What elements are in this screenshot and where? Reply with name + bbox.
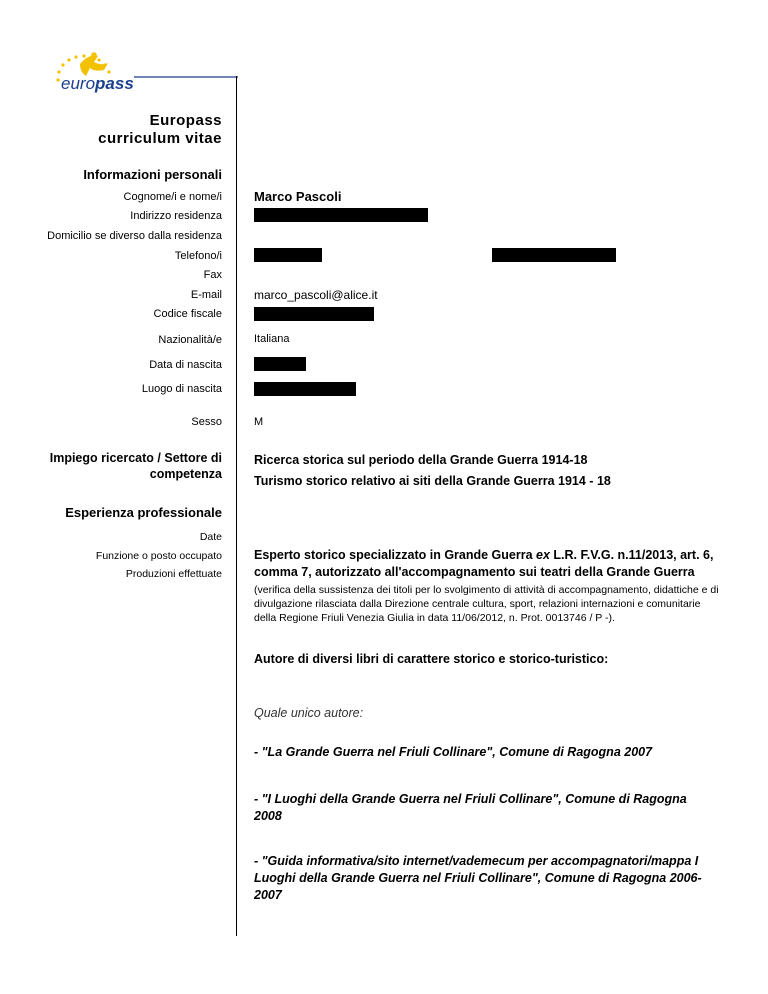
personal-info-heading: Informazioni personali xyxy=(83,167,222,182)
role-note-line3: della Regione Friuli Venezia Giulia in data 11/06/2012, n. Prot. 0013746 / P -). xyxy=(254,612,615,624)
books-title: Autore di diversi libri di carattere storico e storico-turistico: xyxy=(254,652,609,666)
cv-title-line1: Europass xyxy=(149,112,222,129)
role-line1-c: L.R. F.V.G. n.11/2013, art. 6, xyxy=(549,548,714,562)
role-note-line1: (verifica della sussistenza dei titoli per lo svolgimento di attività di accompagnamento, didattiche e di xyxy=(254,584,719,596)
domicile-label: Domicilio se diverso dalla residenza xyxy=(47,230,222,242)
role-value xyxy=(254,547,713,581)
employment-value-line2: Turismo storico relativo ai siti della Grande Guerra 1914 - 18 xyxy=(254,474,611,488)
tax-code-redacted xyxy=(254,307,374,321)
logo-pass-text: pass xyxy=(95,74,134,93)
productions-label: Produzioni effettuate xyxy=(125,568,222,580)
role-line1-a: Esperto storico specializzato in Grande Guerra xyxy=(254,548,537,562)
book-item-2 xyxy=(254,791,687,825)
book-item-2-line1: - "I Luoghi della Grande Guerra nel Friuli Collinare", Comune di Ragogna xyxy=(254,792,687,806)
role-value-line1 xyxy=(254,547,713,564)
email-label: E-mail xyxy=(190,289,222,301)
sole-author-heading: Quale unico autore: xyxy=(254,706,364,720)
fax-label: Fax xyxy=(203,269,222,281)
phone1-redacted xyxy=(254,248,322,262)
name-label: Cognome/i e nome/i xyxy=(123,191,222,203)
book-item-2-line2: 2008 xyxy=(254,809,282,823)
book-item-3-line1: - "Guida informativa/sito internet/vademecum per accompagnatori/mappa I xyxy=(254,854,699,868)
birthdate-redacted xyxy=(254,357,306,371)
cv-title-line2: curriculum vitae xyxy=(98,130,222,147)
address-redacted xyxy=(254,208,428,222)
birthplace-label: Luogo di nascita xyxy=(141,383,222,395)
cv-title xyxy=(98,112,222,148)
birthplace-redacted xyxy=(254,382,356,396)
nationality-label: Nazionalità/e xyxy=(158,334,222,346)
book-item-3-line3: 2007 xyxy=(254,888,282,902)
role-value-line2: comma 7, autorizzato all'accompagnamento sui teatri della Grande Guerra xyxy=(254,565,695,579)
phone2-redacted xyxy=(492,248,616,262)
employment-label xyxy=(50,450,222,482)
tax-code-label: Codice fiscale xyxy=(153,308,222,320)
employment-value-line1: Ricerca storica sul periodo della Grande Guerra 1914-18 xyxy=(254,453,588,467)
nationality-value: Italiana xyxy=(254,333,290,345)
employment-label-line1: Impiego ricercato / Settore di xyxy=(49,451,222,465)
date-label: Date xyxy=(199,531,222,543)
name-value: Marco Pascoli xyxy=(254,189,342,204)
email-value: marco_pascoli@alice.it xyxy=(254,288,378,302)
logo-euro-text: euro xyxy=(61,74,96,93)
book-item-3 xyxy=(254,853,702,904)
role-note xyxy=(254,583,719,625)
employment-value xyxy=(254,450,611,492)
birthdate-label: Data di nascita xyxy=(149,359,222,371)
book-item-1: - "La Grande Guerra nel Friuli Collinare", Comune di Ragogna 2007 xyxy=(254,745,653,759)
sex-label: Sesso xyxy=(191,416,222,428)
europass-logo xyxy=(50,50,240,100)
phone-label: Telefono/i xyxy=(174,250,222,262)
role-label: Funzione o posto occupato xyxy=(95,550,222,562)
employment-label-line2: competenza xyxy=(149,467,222,481)
role-note-line2: divulgazione rilasciata dalla Direzione centrale cultura, sport, relazioni internazioni e comunitarie xyxy=(254,598,701,610)
sex-value: M xyxy=(254,416,264,428)
column-divider xyxy=(236,76,237,936)
experience-heading: Esperienza professionale xyxy=(65,505,222,520)
book-item-3-line2: Luoghi della Grande Guerra nel Friuli Collinare", Comune di Ragogna 2006- xyxy=(254,871,702,885)
address-label: Indirizzo residenza xyxy=(130,210,222,222)
role-line1-b: ex xyxy=(536,548,550,562)
